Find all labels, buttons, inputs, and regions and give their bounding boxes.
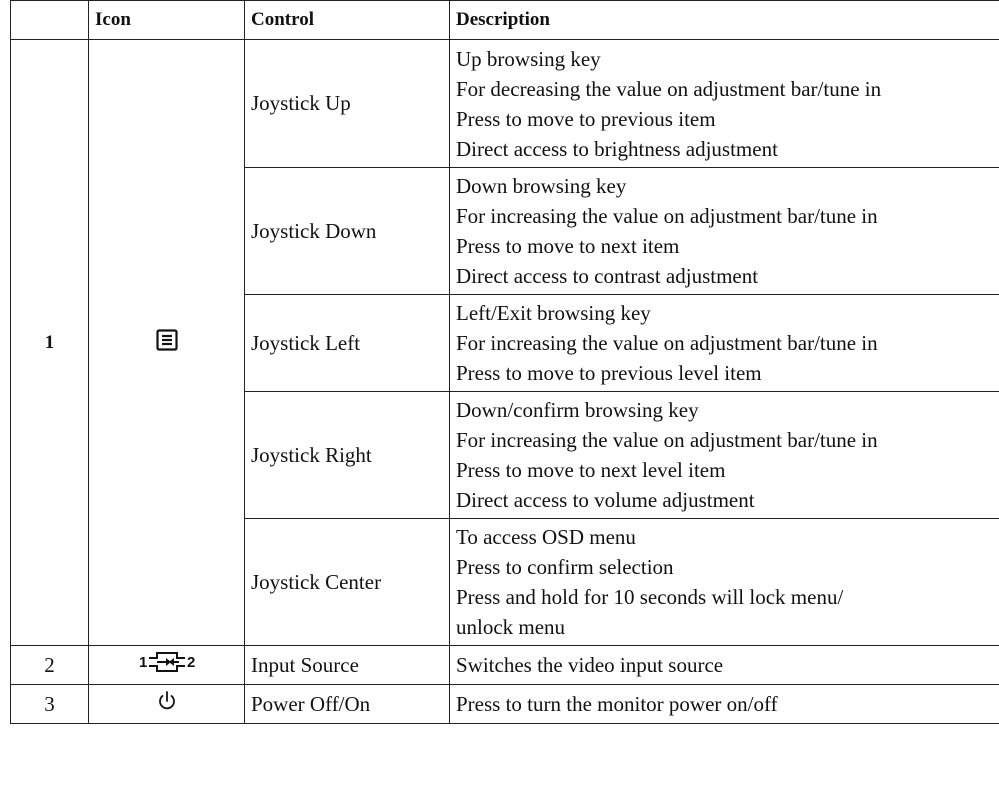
description-line: Press to move to next level item — [456, 458, 726, 482]
header-number — [11, 1, 89, 40]
description-line: Press and hold for 10 seconds will lock menu/ — [456, 585, 844, 609]
input-switch-icon — [135, 650, 199, 680]
description-line: unlock menu — [456, 615, 566, 639]
description — [450, 40, 999, 168]
row-number: 3 — [11, 685, 89, 724]
description-line: To access OSD menu — [456, 525, 636, 549]
description-line: Up browsing key — [456, 46, 601, 71]
description-line: For increasing the value on adjustment bar/tune in — [456, 331, 878, 355]
description-line: Press to confirm selection — [456, 555, 674, 579]
description: Switches the video input source — [450, 646, 999, 685]
control-name: Input Source — [245, 646, 450, 685]
description-line: Down/confirm browsing key — [456, 398, 699, 422]
description-line: Press to move to next item — [456, 234, 680, 258]
description-line: Direct access to volume adjustment — [456, 488, 755, 512]
description-line: Direct access to contrast adjustment — [456, 264, 759, 288]
table-row — [11, 685, 999, 724]
description-line: For increasing the value on adjustment bar/tune in — [456, 204, 878, 228]
table-row — [11, 646, 999, 685]
description-line: For decreasing the value on adjustment bar/tune in — [456, 76, 882, 101]
header-icon: Icon — [89, 1, 245, 40]
icon-cell — [89, 685, 245, 724]
input-two-label: 2 — [186, 654, 195, 671]
icon-cell — [89, 646, 245, 685]
description — [450, 295, 999, 392]
description-line: Press to move to previous level item — [456, 361, 762, 385]
description-line: Direct access to brightness adjustment — [456, 136, 778, 161]
description-line: Down browsing key — [456, 174, 627, 198]
input-one-label: 1 — [138, 654, 147, 671]
description-line: Left/Exit browsing key — [456, 301, 651, 325]
control-name: Joystick Center — [245, 519, 450, 646]
header-row — [11, 1, 999, 40]
power-icon — [156, 690, 178, 718]
description-line: For increasing the value on adjustment bar/tune in — [456, 428, 878, 452]
control-name: Joystick Down — [245, 168, 450, 295]
row-number: 2 — [11, 646, 89, 685]
description — [450, 168, 999, 295]
row-number: 1 — [11, 40, 89, 646]
description — [450, 392, 999, 519]
table-row — [11, 40, 999, 168]
controls-table — [10, 0, 999, 724]
control-name: Power Off/On — [245, 685, 450, 724]
description: Press to turn the monitor power on/off — [450, 685, 999, 724]
description-line: Press to move to previous item — [456, 106, 716, 131]
control-name: Joystick Right — [245, 392, 450, 519]
description — [450, 519, 999, 646]
icon-cell — [89, 40, 245, 646]
header-control: Control — [245, 1, 450, 40]
control-name: Joystick Up — [245, 40, 450, 168]
menu-icon — [156, 329, 178, 357]
control-name: Joystick Left — [245, 295, 450, 392]
header-description: Description — [450, 1, 999, 40]
